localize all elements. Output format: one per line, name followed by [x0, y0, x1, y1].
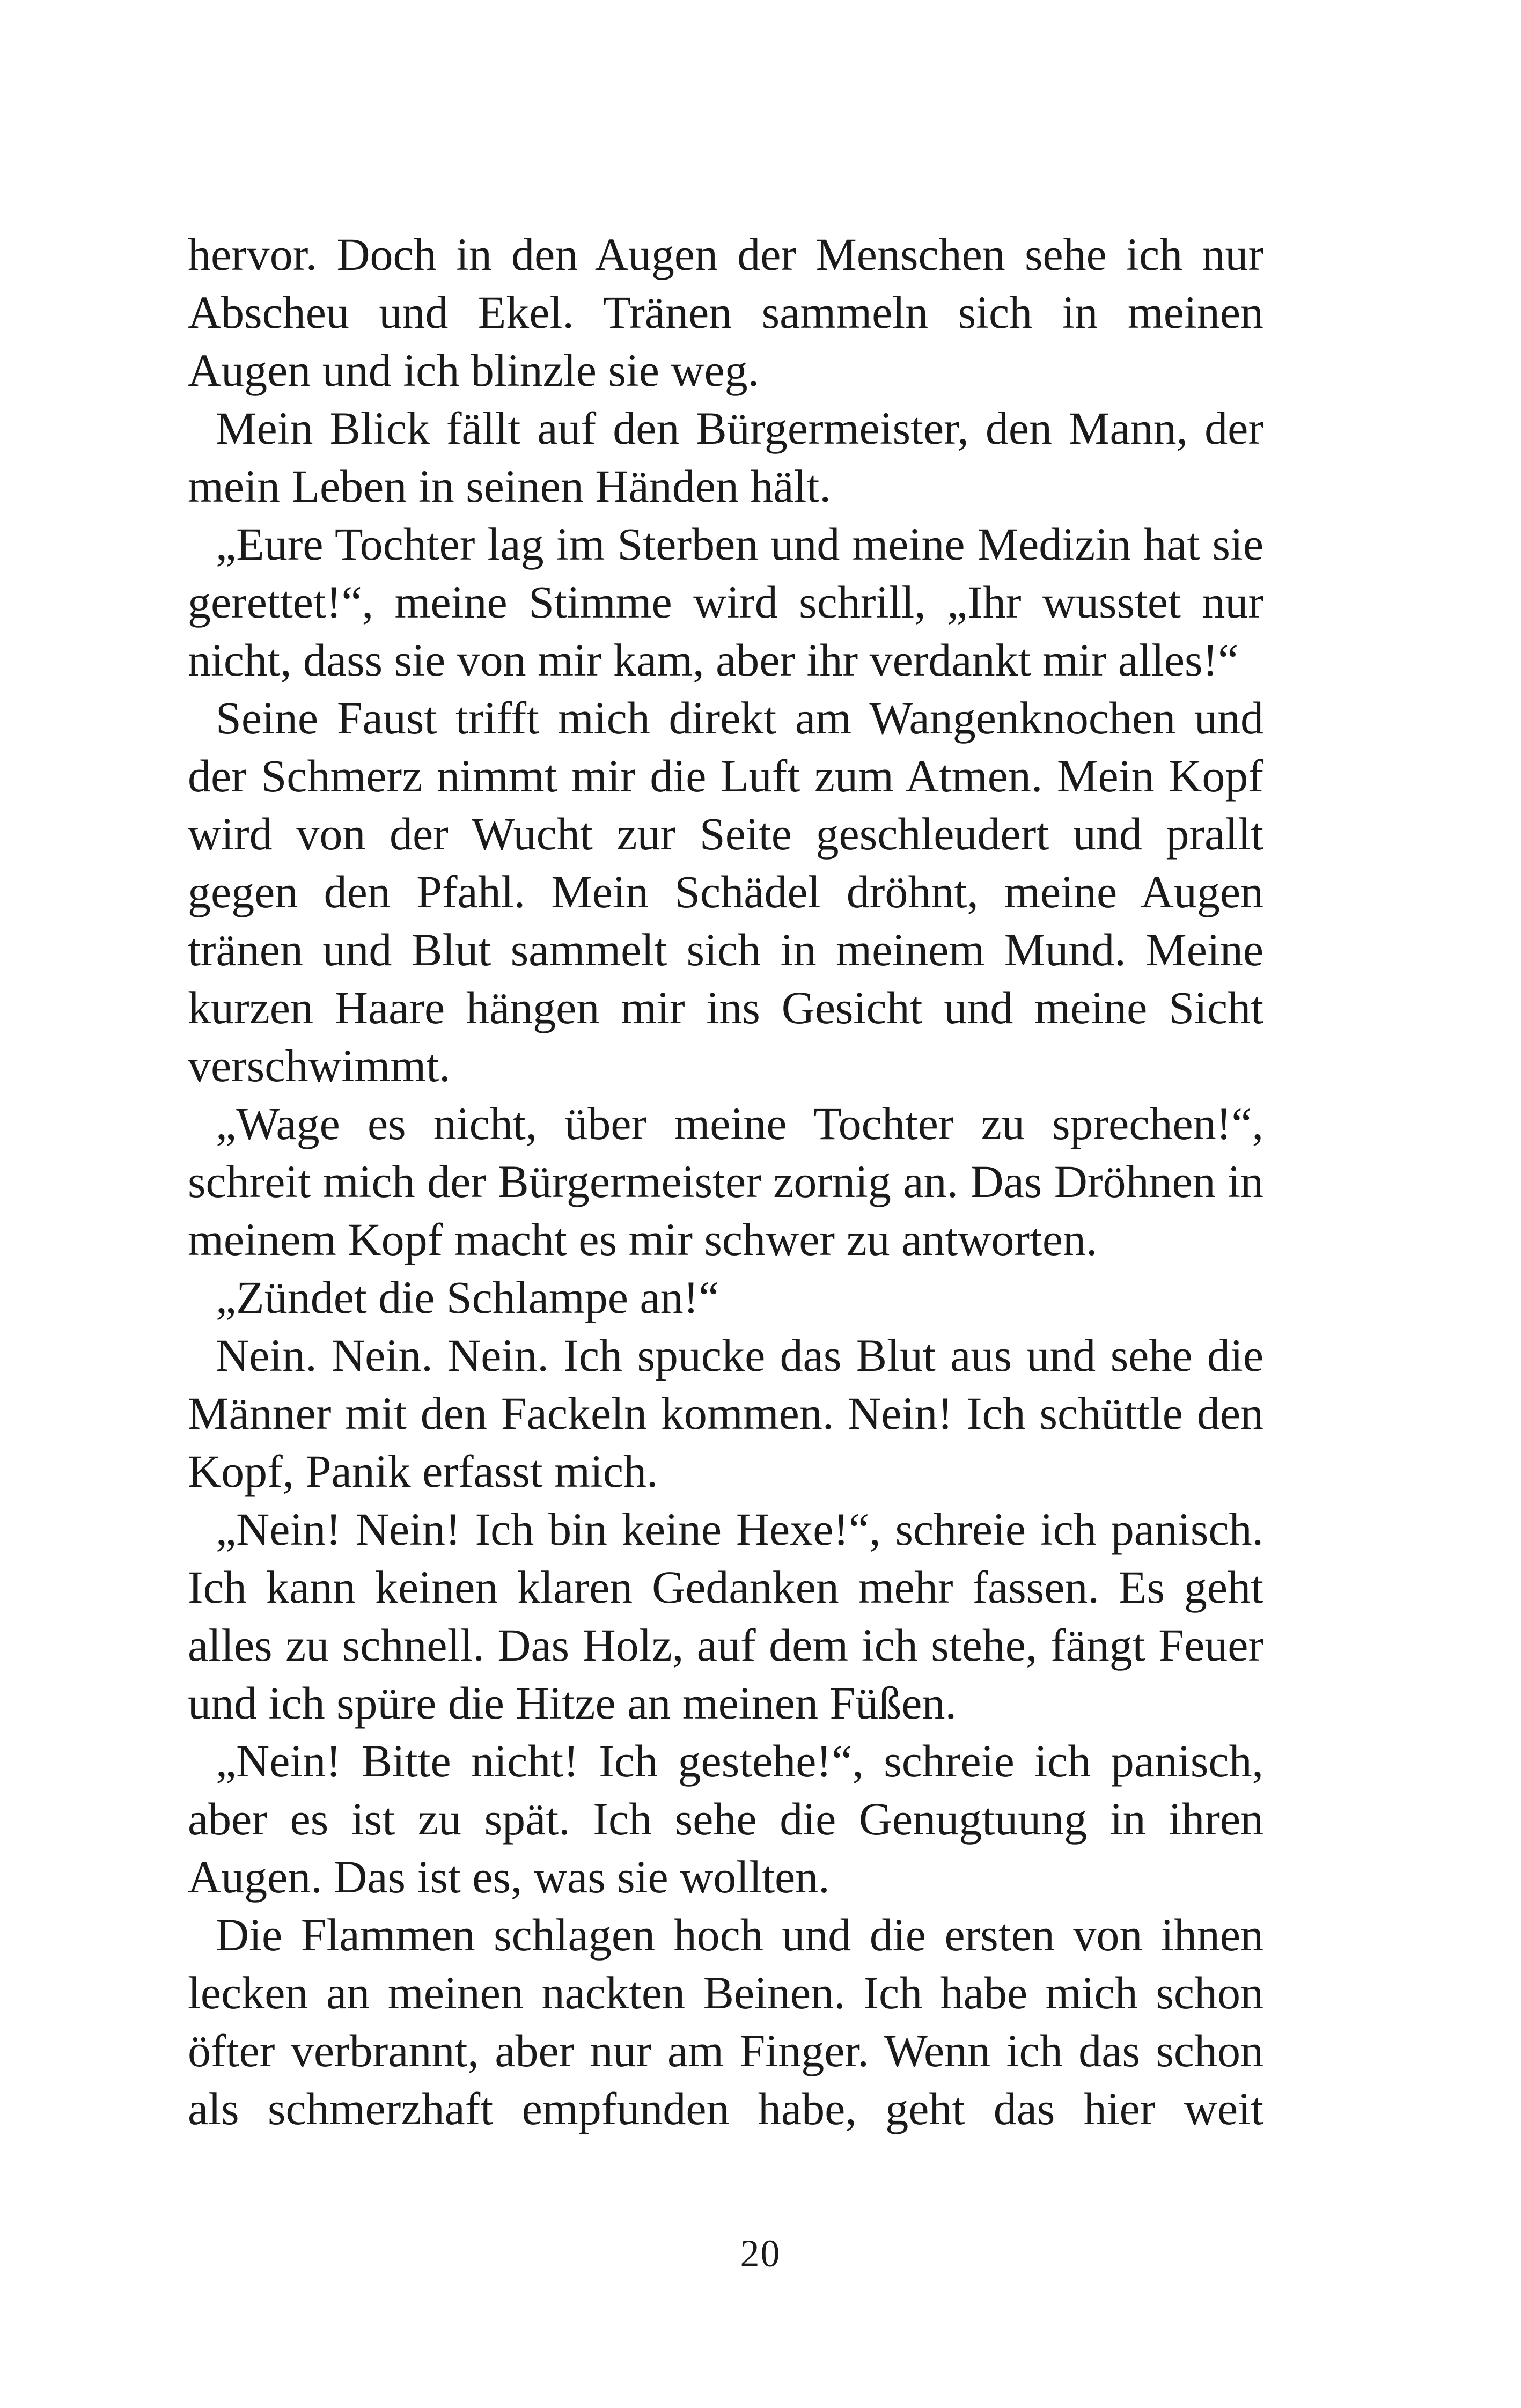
paragraph-5: „Wage es nicht, über meine Tochter zu sprechen!“, schreit mich der Bürgermeister zornig an. Das Dröhnen in meinem Kopf macht es mir schwer zu antworten.	[188, 1098, 1263, 1265]
body-text	[188, 225, 1263, 2138]
paragraph-1: hervor. Doch in den Augen der Menschen sehe ich nur Abscheu und Ekel. Tränen sammeln sich in meinen Augen und ich blinzle sie weg.	[188, 229, 1263, 396]
paragraph-3: „Eure Tochter lag im Sterben und meine Medizin hat sie gerettet!“, meine Stimme wird schrill, „Ihr wusstet nur nicht, dass sie von mir kam, aber ihr verdankt mir alles!“	[188, 518, 1263, 686]
paragraph-6: „Zündet die Schlampe an!“	[216, 1272, 719, 1323]
paragraph-2: Mein Blick fällt auf den Bürgermeister, den Mann, der mein Leben in seinen Händen hält.	[188, 402, 1263, 512]
page-number: 20	[740, 2232, 781, 2275]
paragraph-10: Die Flammen schlagen hoch und die ersten von ihnen lecken an meinen nackten Beinen. Ich habe mich schon öfter verbrannt, aber nur am Finger. Wenn ich das schon als schmerzhaft empfunden habe, geht das hier weit	[188, 1909, 1263, 2134]
paragraph-8: „Nein! Nein! Ich bin keine Hexe!“, schreie ich panisch. Ich kann keinen klaren Gedanken mehr fassen. Es geht alles zu schnell. Das Holz, auf dem ich stehe, fängt Feuer und ich spüre die Hitze an meinen Füßen.	[188, 1503, 1263, 1729]
paragraph-9: „Nein! Bitte nicht! Ich gestehe!“, schreie ich panisch, aber es ist zu spät. Ich sehe die Genugtuung in ihren Augen. Das ist es, was sie wollten.	[188, 1735, 1263, 1903]
paragraph-4: Seine Faust trifft mich direkt am Wangenknochen und der Schmerz nimmt mir die Luft zum Atmen. Mein Kopf wird von der Wucht zur Seite geschleudert und prallt gegen den Pfahl. Mein Schädel dröhnt, meine Augen tränen und Blut sammelt sich in meinem Mund. Meine kurzen Haare hängen mir ins Gesicht und meine Sicht verschwimmt.	[188, 692, 1263, 1091]
paragraph-7: Nein. Nein. Nein. Ich spucke das Blut aus und sehe die Männer mit den Fackeln kommen. Nein! Ich schüttle den Kopf, Panik erfasst mich.	[188, 1330, 1263, 1497]
